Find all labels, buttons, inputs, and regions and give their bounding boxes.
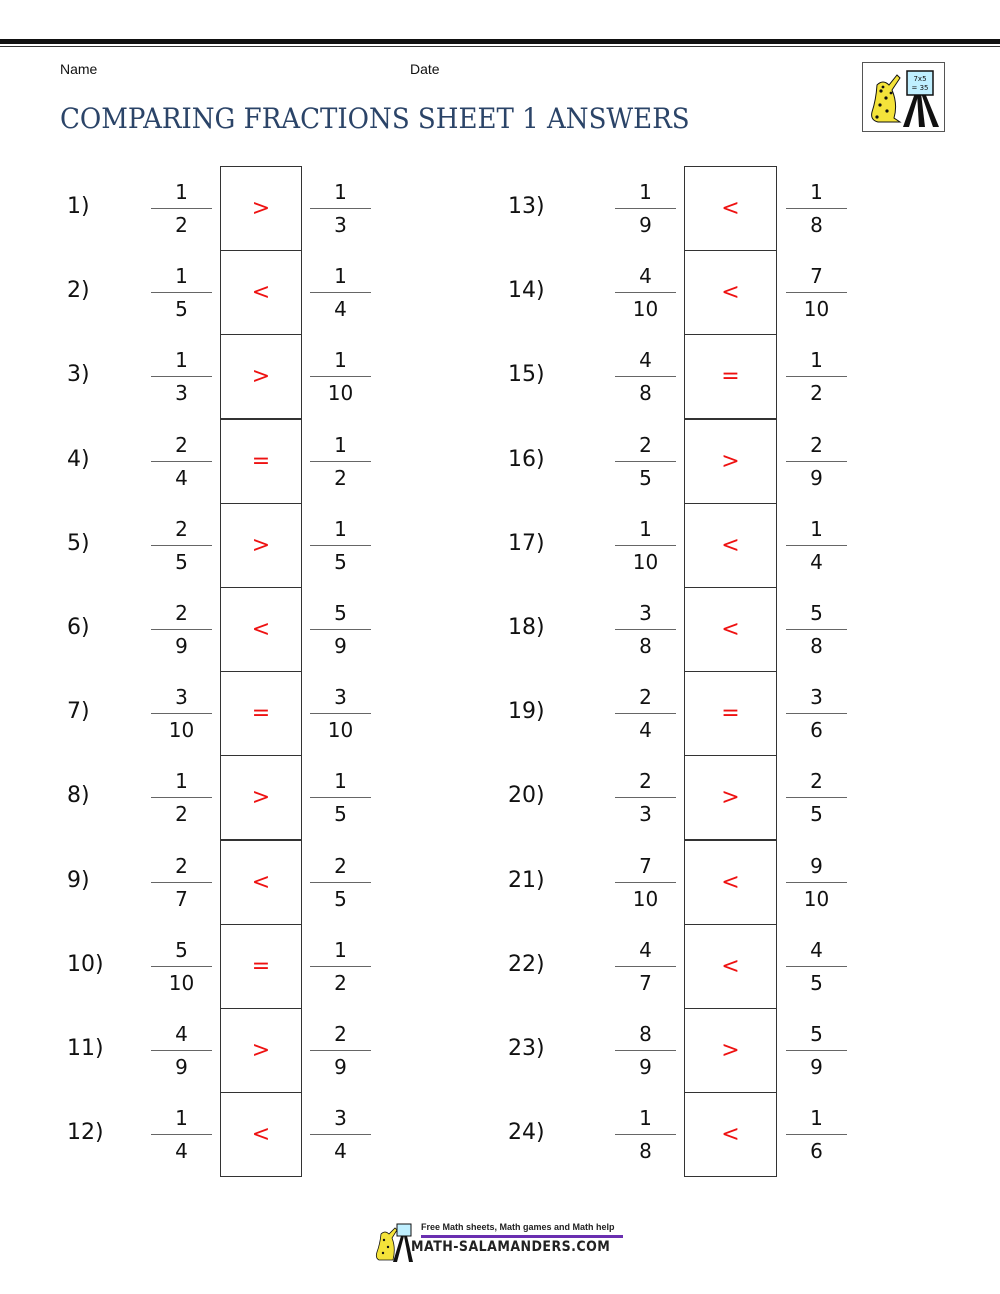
question-row: [0, 334, 1000, 418]
header-rule-thick: [0, 39, 1000, 44]
denominator: 9: [175, 1055, 188, 1079]
denominator: 8: [639, 634, 652, 658]
numerator: 5: [810, 1022, 823, 1046]
comparison-sign: <: [251, 280, 271, 305]
question-number: 12): [67, 1120, 104, 1145]
fraction-left: [615, 767, 676, 828]
question-row: [0, 924, 1000, 1008]
numerator: 1: [334, 433, 347, 457]
denominator: 3: [639, 802, 652, 826]
comparison-sign: =: [251, 954, 271, 979]
comparison-sign: >: [251, 533, 271, 558]
denominator: 2: [175, 802, 188, 826]
svg-text:7x5: 7x5: [913, 75, 927, 83]
question-number: 15): [508, 362, 545, 387]
question-row: [0, 587, 1000, 671]
numerator: 1: [639, 180, 652, 204]
comparison-sign: <: [251, 617, 271, 642]
denominator: 4: [175, 1139, 188, 1163]
question-number: 20): [508, 783, 545, 808]
comparison-sign: =: [251, 449, 271, 474]
denominator: 10: [327, 718, 354, 742]
denominator: 9: [639, 213, 652, 237]
question-row: [0, 840, 1000, 924]
fraction-bar: [786, 713, 847, 714]
comparison-sign: >: [251, 364, 271, 389]
question-number: 22): [508, 952, 545, 977]
comparison-sign: >: [721, 785, 740, 810]
question-number: 13): [508, 194, 545, 219]
numerator: 1: [175, 348, 188, 372]
comparison-sign: <: [251, 870, 271, 895]
question-number: 10): [67, 952, 104, 977]
fraction-right: [786, 178, 847, 239]
numerator: 2: [334, 854, 347, 878]
denominator: 8: [810, 213, 823, 237]
numerator: 1: [639, 517, 652, 541]
denominator: 10: [632, 887, 659, 911]
svg-text:= 35: = 35: [911, 84, 929, 92]
fraction-right: [786, 599, 847, 660]
fraction-bar: [615, 292, 676, 293]
footer-branding[interactable]: [375, 1222, 625, 1264]
numerator: 3: [639, 601, 652, 625]
fraction-bar: [786, 461, 847, 462]
numerator: 4: [639, 348, 652, 372]
page-title: COMPARING FRACTIONS SHEET 1 ANSWERS: [60, 102, 690, 135]
denominator: 10: [168, 971, 195, 995]
comparison-sign: <: [721, 280, 740, 305]
fraction-left: [615, 683, 676, 744]
answer-box[interactable]: [684, 1008, 777, 1093]
denominator: 2: [810, 381, 823, 405]
denominator: 9: [810, 1055, 823, 1079]
comparison-sign: >: [251, 1038, 271, 1063]
fraction-left: [615, 431, 676, 492]
denominator: 10: [327, 381, 354, 405]
denominator: 2: [334, 466, 347, 490]
question-number: 17): [508, 531, 545, 556]
fraction-bar: [615, 882, 676, 883]
denominator: 5: [334, 550, 347, 574]
fraction-left: [615, 852, 676, 913]
numerator: 8: [639, 1022, 652, 1046]
numerator: 7: [639, 854, 652, 878]
numerator: 2: [175, 601, 188, 625]
name-label: Name: [60, 61, 98, 77]
numerator: 2: [639, 433, 652, 457]
fraction-right: [786, 346, 847, 407]
fraction-bar: [786, 1050, 847, 1051]
question-number: 16): [508, 447, 545, 472]
question-number: 6): [67, 615, 90, 640]
answer-box[interactable]: [684, 1092, 777, 1177]
numerator: 1: [810, 1106, 823, 1130]
denominator: 10: [632, 550, 659, 574]
denominator: 9: [639, 1055, 652, 1079]
fraction-left: [615, 1104, 676, 1165]
question-number: 8): [67, 783, 90, 808]
question-row: [0, 250, 1000, 334]
denominator: 5: [175, 297, 188, 321]
denominator: 9: [334, 634, 347, 658]
denominator: 6: [810, 1139, 823, 1163]
fraction-right: [786, 431, 847, 492]
numerator: 1: [334, 348, 347, 372]
fraction-bar: [615, 208, 676, 209]
fraction-bar: [786, 292, 847, 293]
denominator: 10: [803, 297, 830, 321]
fraction-bar: [786, 376, 847, 377]
denominator: 5: [810, 971, 823, 995]
numerator: 4: [175, 1022, 188, 1046]
fraction-bar: [615, 1050, 676, 1051]
numerator: 3: [175, 685, 188, 709]
numerator: 2: [810, 433, 823, 457]
comparison-sign: =: [721, 701, 740, 726]
numerator: 1: [810, 517, 823, 541]
numerator: 2: [175, 517, 188, 541]
footer-site-link[interactable]: MATH-SALAMANDERS.COM: [411, 1239, 611, 1255]
numerator: 1: [334, 769, 347, 793]
numerator: 3: [334, 1106, 347, 1130]
question-number: 1): [67, 194, 90, 219]
footer-tagline: Free Math sheets, Math games and Math help: [421, 1222, 615, 1232]
numerator: 5: [810, 601, 823, 625]
fraction-right: [786, 1020, 847, 1081]
numerator: 2: [175, 854, 188, 878]
question-number: 24): [508, 1120, 545, 1145]
fraction-right: [786, 852, 847, 913]
numerator: 2: [334, 1022, 347, 1046]
denominator: 5: [334, 887, 347, 911]
fraction-bar: [615, 461, 676, 462]
numerator: 4: [639, 264, 652, 288]
denominator: 2: [334, 971, 347, 995]
fraction-left: [615, 515, 676, 576]
denominator: 10: [632, 297, 659, 321]
numerator: 1: [175, 264, 188, 288]
fraction-bar: [615, 966, 676, 967]
fraction-left: [615, 599, 676, 660]
denominator: 9: [334, 1055, 347, 1079]
fraction-right: [786, 262, 847, 323]
comparison-sign: <: [721, 617, 740, 642]
question-number: 11): [67, 1036, 104, 1061]
answer-box[interactable]: [684, 755, 777, 840]
question-number: 23): [508, 1036, 545, 1061]
numerator: 1: [175, 180, 188, 204]
denominator: 4: [639, 718, 652, 742]
denominator: 5: [639, 466, 652, 490]
question-number: 9): [67, 868, 90, 893]
fraction-right: [786, 936, 847, 997]
answer-box[interactable]: [684, 924, 777, 1009]
fraction-bar: [786, 882, 847, 883]
comparison-sign: <: [721, 196, 740, 221]
fraction-left: [615, 936, 676, 997]
numerator: 1: [639, 1106, 652, 1130]
fraction-bar: [786, 966, 847, 967]
footer-divider: [421, 1235, 623, 1238]
answer-box[interactable]: [684, 671, 777, 756]
denominator: 9: [810, 466, 823, 490]
comparison-sign: <: [721, 1122, 740, 1147]
denominator: 7: [175, 887, 188, 911]
date-label: Date: [410, 61, 440, 77]
fraction-left: [615, 262, 676, 323]
comparison-sign: =: [251, 701, 271, 726]
denominator: 4: [334, 297, 347, 321]
question-row: [0, 166, 1000, 250]
question-row: [0, 755, 1000, 839]
fraction-right: [786, 683, 847, 744]
denominator: 6: [810, 718, 823, 742]
fraction-bar: [615, 376, 676, 377]
numerator: 5: [175, 938, 188, 962]
fraction-bar: [786, 208, 847, 209]
numerator: 1: [334, 180, 347, 204]
comparison-sign: <: [721, 870, 740, 895]
comparison-sign: <: [721, 954, 740, 979]
question-number: 7): [67, 699, 90, 724]
numerator: 7: [810, 264, 823, 288]
question-row: [0, 1092, 1000, 1176]
fraction-bar: [786, 545, 847, 546]
fraction-left: [615, 346, 676, 407]
numerator: 2: [639, 769, 652, 793]
denominator: 3: [334, 213, 347, 237]
fraction-bar: [786, 629, 847, 630]
denominator: 8: [639, 1139, 652, 1163]
comparison-sign: <: [251, 1122, 271, 1147]
fraction-bar: [786, 797, 847, 798]
numerator: 1: [175, 769, 188, 793]
denominator: 8: [639, 381, 652, 405]
denominator: 9: [175, 634, 188, 658]
denominator: 7: [639, 971, 652, 995]
fraction-right: [786, 515, 847, 576]
denominator: 8: [810, 634, 823, 658]
answer-box[interactable]: [684, 503, 777, 588]
comparison-sign: >: [251, 785, 271, 810]
question-number: 3): [67, 362, 90, 387]
numerator: 2: [639, 685, 652, 709]
question-number: 14): [508, 278, 545, 303]
numerator: 1: [810, 348, 823, 372]
numerator: 3: [334, 685, 347, 709]
numerator: 1: [810, 180, 823, 204]
fraction-bar: [615, 545, 676, 546]
question-number: 19): [508, 699, 545, 724]
denominator: 5: [175, 550, 188, 574]
question-number: 5): [67, 531, 90, 556]
answer-box[interactable]: [684, 166, 777, 251]
question-number: 18): [508, 615, 545, 640]
header-rule-thin: [0, 46, 1000, 47]
denominator: 5: [810, 802, 823, 826]
question-row: [0, 503, 1000, 587]
question-row: [0, 419, 1000, 503]
denominator: 2: [175, 213, 188, 237]
question-number: 21): [508, 868, 545, 893]
question-row: [0, 1008, 1000, 1092]
numerator: 1: [334, 938, 347, 962]
numerator: 1: [334, 264, 347, 288]
answer-box[interactable]: [684, 334, 777, 419]
comparison-sign: >: [251, 196, 271, 221]
comparison-sign: <: [721, 533, 740, 558]
comparison-sign: =: [721, 364, 740, 389]
fraction-bar: [615, 713, 676, 714]
answer-box[interactable]: [684, 250, 777, 335]
numerator: 4: [639, 938, 652, 962]
numerator: 4: [810, 938, 823, 962]
denominator: 5: [334, 802, 347, 826]
fraction-left: [615, 178, 676, 239]
answer-box[interactable]: [684, 840, 777, 925]
numerator: 3: [810, 685, 823, 709]
fraction-bar: [615, 1134, 676, 1135]
denominator: 4: [175, 466, 188, 490]
question-number: 4): [67, 447, 90, 472]
answer-box[interactable]: [684, 587, 777, 672]
numerator: 2: [810, 769, 823, 793]
numerator: 1: [175, 1106, 188, 1130]
question-row: [0, 671, 1000, 755]
numerator: 9: [810, 854, 823, 878]
fraction-bar: [786, 1134, 847, 1135]
answer-box[interactable]: [684, 419, 777, 504]
denominator: 10: [803, 887, 830, 911]
salamander-teacher-logo-icon: [862, 62, 945, 132]
comparison-sign: >: [721, 1038, 740, 1063]
fraction-right: [786, 767, 847, 828]
denominator: 3: [175, 381, 188, 405]
denominator: 4: [810, 550, 823, 574]
fraction-left: [615, 1020, 676, 1081]
numerator: 2: [175, 433, 188, 457]
comparison-sign: >: [721, 449, 740, 474]
numerator: 5: [334, 601, 347, 625]
denominator: 10: [168, 718, 195, 742]
fraction-right: [786, 1104, 847, 1165]
fraction-bar: [615, 797, 676, 798]
numerator: 1: [334, 517, 347, 541]
question-number: 2): [67, 278, 90, 303]
denominator: 4: [334, 1139, 347, 1163]
fraction-bar: [615, 629, 676, 630]
